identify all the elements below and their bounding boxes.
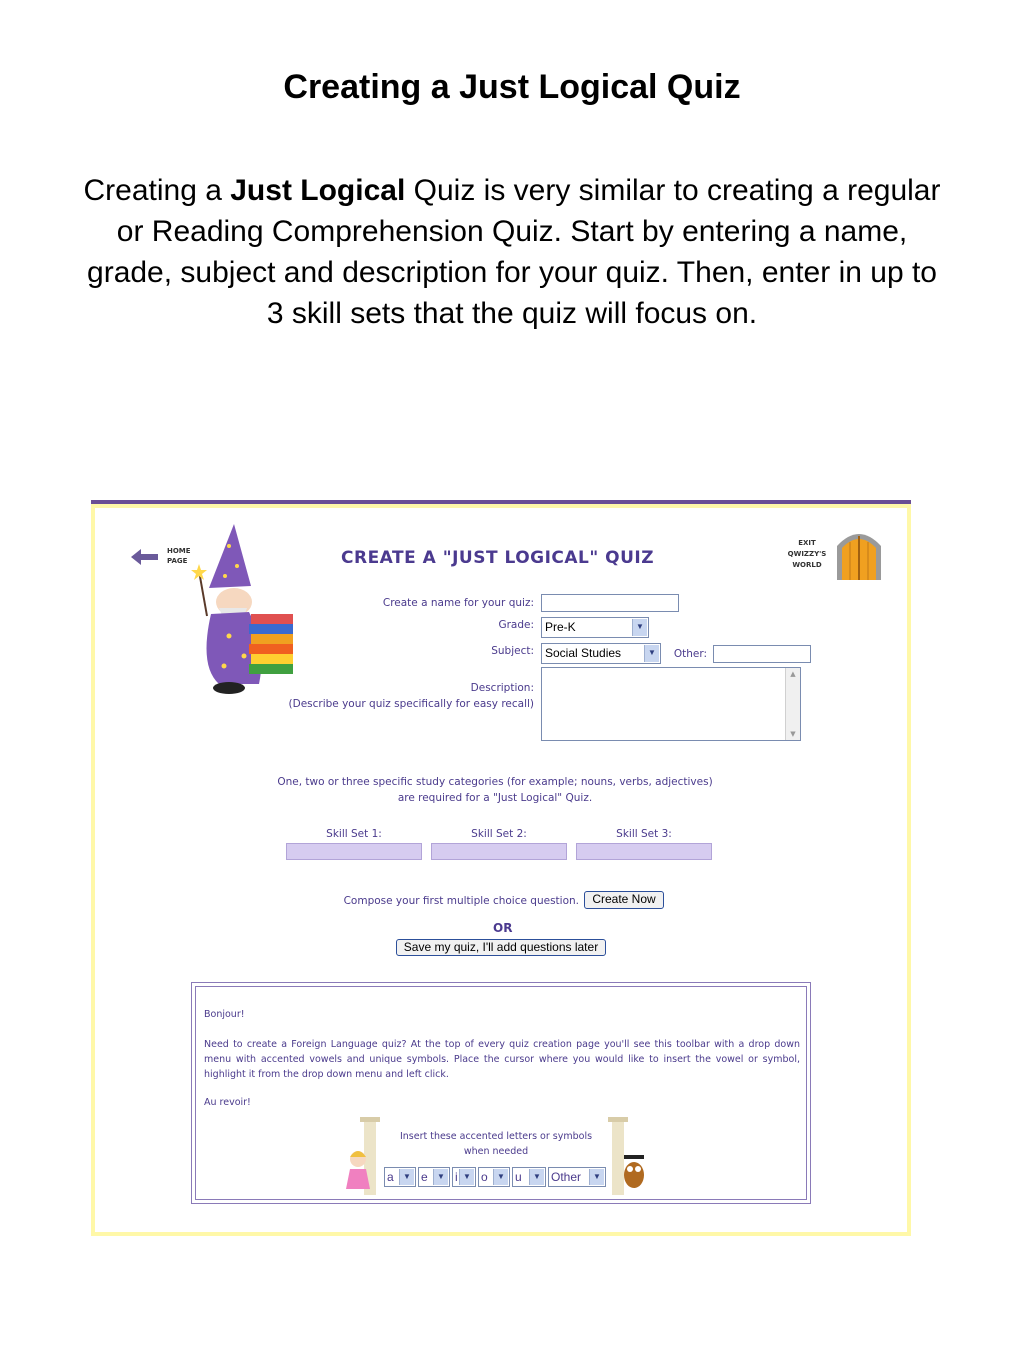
accent-o-select[interactable] (478, 1167, 510, 1187)
chevron-down-icon: ▼ (493, 1169, 508, 1185)
chevron-down-icon: ▼ (459, 1169, 474, 1185)
scroll-down-icon[interactable]: ▼ (790, 730, 796, 738)
subject-value: Social Studies (545, 646, 622, 660)
description-textarea[interactable] (541, 667, 801, 741)
skill-set-2-input[interactable] (431, 843, 567, 860)
toolbar-label-2: when needed (463, 1146, 529, 1157)
chevron-down-icon: ▼ (399, 1169, 414, 1185)
exit-link[interactable] (781, 538, 833, 571)
home-line-1: HOME (167, 547, 191, 555)
create-now-button[interactable]: Create Now (584, 891, 664, 909)
intro-bold: Just Logical (230, 174, 406, 207)
info-signoff: Au revoir! (204, 1097, 251, 1108)
accent-u-value: u (515, 1170, 522, 1184)
accent-e-select[interactable] (418, 1167, 450, 1187)
accent-a-value: a (387, 1170, 394, 1184)
chevron-down-icon: ▼ (589, 1169, 604, 1185)
description-hint: (Describe your quiz specifically for easy recall) (288, 698, 534, 710)
description-label: Description: (470, 682, 534, 694)
grade-select[interactable] (541, 617, 649, 638)
owl-mascot (608, 1117, 648, 1195)
home-line-2: PAGE (167, 557, 188, 565)
scroll-up-icon[interactable]: ▲ (790, 670, 796, 678)
skill-set-3-label: Skill Set 3: (616, 828, 672, 840)
quiz-name-input[interactable] (541, 594, 679, 612)
info-box-inner (195, 986, 807, 1200)
symbol-other-select[interactable] (548, 1167, 606, 1187)
skill-set-3-input[interactable] (576, 843, 712, 860)
skill-set-1-label: Skill Set 1: (326, 828, 382, 840)
foreign-language-info-box (191, 982, 811, 1204)
chevron-down-icon: ▼ (529, 1169, 544, 1185)
description-scrollbar[interactable] (785, 668, 800, 740)
accent-i-select[interactable] (452, 1167, 476, 1187)
skill-set-1-input[interactable] (286, 843, 422, 860)
save-quiz-button[interactable]: Save my quiz, I'll add questions later (396, 939, 606, 956)
other-label: Other: (673, 648, 707, 660)
home-page-link[interactable] (167, 546, 191, 566)
accent-u-select[interactable] (512, 1167, 546, 1187)
quiz-page (95, 508, 907, 1232)
other-subject-input[interactable] (713, 645, 811, 663)
info-body: Need to create a Foreign Language quiz? At the top of every quiz creation page you'll see this toolbar with a drop down menu with accented vowels and unique symbols. Place the cursor where you would like to insert the vowel or symbol, highlight it from the drop down menu and left click. (204, 1039, 800, 1080)
subject-select[interactable] (541, 643, 661, 664)
document-title: Creating a Just Logical Quiz (283, 68, 741, 106)
exit-door-icon[interactable] (835, 528, 883, 580)
chevron-down-icon: ▼ (632, 619, 647, 636)
compose-label: Compose your first multiple choice question. (343, 895, 579, 907)
or-separator: OR (493, 921, 513, 935)
exit-line-2: QWIZZY'S (787, 550, 827, 558)
symbol-other-value: Other (551, 1170, 582, 1184)
quiz-screenshot (91, 500, 911, 1236)
toolbar-label-1: Insert these accented letters or symbols (399, 1131, 593, 1142)
subject-label: Subject: (491, 645, 534, 657)
chevron-down-icon: ▼ (644, 645, 659, 662)
intro-rest: Quiz is very similar to creating a regular or Reading Comprehension Quiz. Start by entering a name, grade, subject and description for your quiz. Then, enter in up to 3 skill sets that the quiz will focus on. (87, 174, 941, 330)
quiz-name-label: Create a name for your quiz: (382, 597, 534, 609)
categories-line-1: One, two or three specific study categories (for example; nouns, verbs, adjectives) (277, 776, 713, 788)
accent-a-select[interactable] (384, 1167, 416, 1187)
exit-line-1: EXIT (798, 539, 816, 547)
info-greeting: Bonjour! (204, 1009, 245, 1020)
intro-paragraph (82, 170, 942, 334)
form-title: CREATE A "JUST LOGICAL" QUIZ (341, 548, 655, 568)
grade-label: Grade: (498, 619, 534, 631)
accent-i-value: i (455, 1170, 458, 1184)
accent-o-value: o (481, 1170, 488, 1184)
grade-value: Pre-K (545, 620, 576, 634)
back-arrow-icon[interactable] (131, 548, 159, 566)
chevron-down-icon: ▼ (433, 1169, 448, 1185)
accent-e-value: e (421, 1170, 428, 1184)
exit-line-3: WORLD (792, 561, 822, 569)
categories-line-2: are required for a "Just Logical" Quiz. (397, 792, 593, 804)
skill-set-2-label: Skill Set 2: (471, 828, 527, 840)
wizard-mascot (189, 516, 309, 696)
intro-prefix: Creating a (83, 174, 231, 207)
